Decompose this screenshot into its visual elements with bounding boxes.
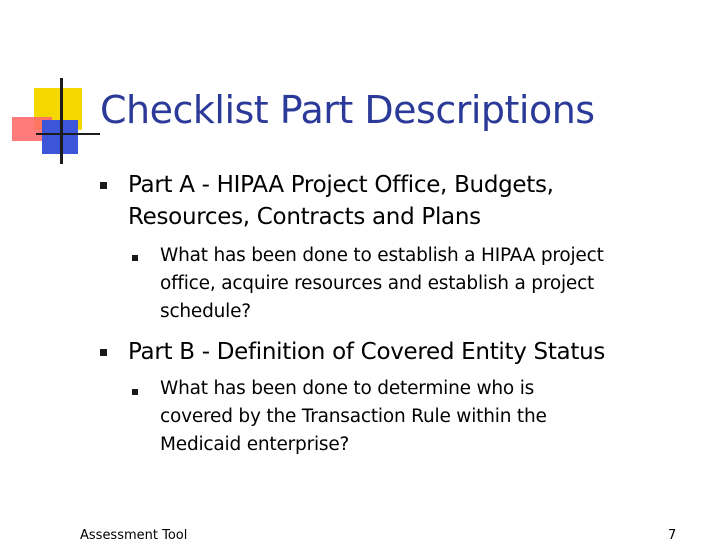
slide-title: Checklist Part Descriptions <box>100 88 595 132</box>
page-number: 7 <box>668 528 677 543</box>
logo-horizontal-line <box>36 133 100 135</box>
sub-bullet-part-a-line1: What has been done to establish a HIPAA project <box>160 245 604 266</box>
sub-bullet-part-a-line3: schedule? <box>160 301 251 322</box>
sub-bullet-part-b-line2: covered by the Transaction Rule within the <box>160 406 547 427</box>
sub-bullet-square-icon <box>132 389 138 395</box>
slide-logo-decoration <box>0 0 110 170</box>
sub-bullet-square-icon <box>132 255 138 261</box>
bullet-part-b-line1: Part B - Definition of Covered Entity Status <box>128 339 606 365</box>
bullet-part-a-line2: Resources, Contracts and Plans <box>128 204 481 230</box>
sub-bullet-part-b-line1: What has been done to determine who is <box>160 378 535 399</box>
bullet-part-a-line1: Part A - HIPAA Project Office, Budgets, <box>128 172 554 198</box>
bullet-square-icon <box>100 182 107 189</box>
sub-bullet-part-a-line2: office, acquire resources and establish a project <box>160 273 595 294</box>
sub-bullet-part-b-line3: Medicaid enterprise? <box>160 434 350 455</box>
bullet-square-icon <box>100 349 107 356</box>
logo-vertical-line <box>60 78 63 164</box>
footer-label: Assessment Tool <box>80 528 188 543</box>
